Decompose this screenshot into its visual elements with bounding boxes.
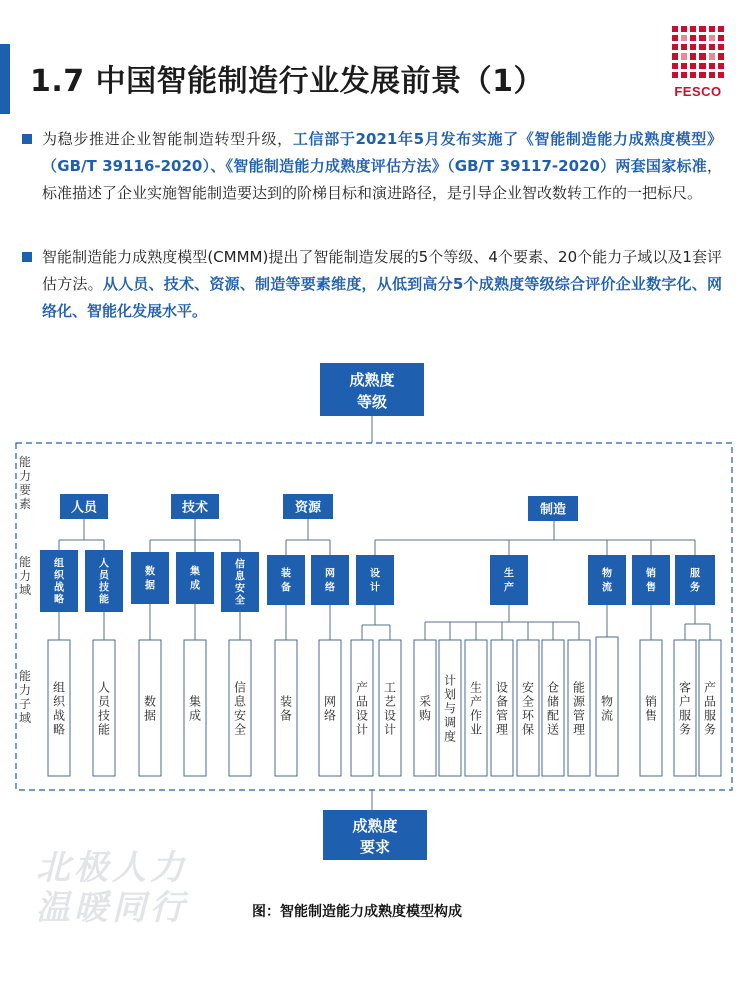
subdomain-label: 储	[546, 694, 560, 709]
logo-text: FESCO	[674, 84, 722, 99]
subdomain-label: 销	[644, 694, 658, 709]
subdomain-label: 计	[383, 722, 397, 737]
maturity-requirement-line-2: 要求	[359, 838, 391, 856]
subdomain-label: 生	[469, 680, 483, 695]
subdomain-label: 息	[233, 694, 247, 709]
domain-box	[675, 555, 715, 605]
side-label-subdomains: 子	[18, 697, 32, 711]
subdomain-label: 备	[495, 694, 509, 709]
subdomain-label: 能	[97, 722, 111, 737]
figure-caption: 图：智能制造能力成熟度模型构成	[252, 904, 462, 920]
domain-box	[40, 550, 78, 612]
subdomain-label: 安	[233, 708, 247, 723]
subdomain-box	[351, 640, 373, 776]
side-label-domains: 能	[18, 555, 32, 569]
paragraph-highlight: 工信部于2021年5月发布实施了《智能制造能力成熟度模型》（GB/T 39116-2020）、《智能制造能力成熟度评估方法》（GB/T 39117-2020）两套国家标准	[42, 130, 722, 175]
domain-box	[588, 555, 626, 605]
subdomain-box	[93, 640, 115, 776]
subdomain-label: 务	[678, 722, 692, 737]
subdomain-label: 理	[572, 722, 586, 737]
subdomain-label: 集	[188, 694, 202, 709]
domain-label: 略	[54, 594, 64, 606]
element-label: 资源	[294, 500, 322, 516]
paragraph-highlight: 从人员、技术、资源、制造等要素维度，从低到高分5个成熟度等级综合评价企业数字化、网络化、智能化发展水平。	[42, 275, 722, 320]
domain-label: 安	[235, 583, 245, 595]
domain-label: 产	[504, 582, 514, 594]
subdomain-label: 度	[443, 729, 457, 744]
subdomain-label: 装	[279, 694, 293, 709]
subdomain-label: 能	[572, 680, 586, 695]
paragraph-text: 智能制造能力成熟度模型(CMMM)提出了智能制造发展的5个等级、4个要素、20个能力子域以及1套评估方法。	[42, 248, 722, 293]
domain-label: 全	[235, 595, 245, 607]
subdomain-label: 购	[418, 708, 432, 723]
domain-label: 成	[190, 580, 200, 592]
side-label-elements: 要	[18, 483, 32, 497]
subdomain-box	[699, 640, 721, 776]
subdomain-label: 工	[383, 680, 397, 695]
subdomain-label: 络	[323, 708, 337, 723]
subdomain-box	[229, 640, 251, 776]
domain-label: 流	[602, 582, 612, 594]
element-box	[171, 494, 219, 519]
domain-label: 组	[54, 558, 64, 570]
subdomain-label: 战	[52, 708, 66, 723]
domain-label: 数	[145, 566, 155, 578]
subdomain-label: 产	[355, 680, 369, 695]
subdomain-label: 备	[279, 708, 293, 723]
subdomain-label: 物	[600, 694, 614, 709]
domain-label: 战	[54, 582, 64, 594]
subdomain-label: 与	[443, 701, 457, 716]
paragraph-text: 为稳步推进企业智能制造转型升级，	[42, 130, 293, 148]
subdomain-box	[439, 640, 461, 776]
domain-label: 计	[370, 582, 380, 594]
maturity-requirement-line-1: 成熟度	[352, 817, 398, 835]
subdomain-label: 仓	[546, 680, 560, 695]
side-label-elements: 力	[18, 469, 32, 483]
subdomain-box	[414, 640, 436, 776]
subdomain-label: 全	[521, 694, 535, 709]
subdomain-label: 设	[355, 708, 369, 723]
domain-label: 销	[646, 568, 656, 580]
subdomain-label: 略	[52, 722, 66, 737]
subdomain-label: 服	[678, 708, 692, 723]
subdomain-box	[542, 640, 564, 776]
subdomain-label: 计	[355, 722, 369, 737]
domain-box	[356, 555, 394, 605]
subdomain-box	[275, 640, 297, 776]
domain-box	[311, 555, 349, 605]
subdomain-label: 售	[644, 708, 658, 723]
subdomain-label: 艺	[383, 694, 397, 709]
domain-label: 络	[325, 582, 335, 594]
domain-label: 信	[235, 559, 245, 571]
subdomain-label: 作	[469, 708, 483, 723]
domain-label: 售	[646, 582, 656, 594]
subdomain-label: 源	[572, 694, 586, 709]
domain-label: 据	[145, 580, 155, 592]
subdomain-label: 设	[495, 680, 509, 695]
domain-label: 务	[690, 582, 700, 594]
maturity-level-line-1: 成熟度	[349, 371, 395, 389]
subdomain-label: 安	[521, 680, 535, 695]
subdomain-box	[319, 640, 341, 776]
subdomain-label: 人	[97, 680, 111, 695]
subdomain-box	[465, 640, 487, 776]
domain-label: 设	[370, 568, 380, 580]
subdomain-label: 户	[678, 694, 692, 709]
domain-label: 网	[325, 568, 335, 580]
subdomain-box	[596, 637, 618, 776]
subdomain-box	[379, 640, 401, 776]
subdomain-label: 理	[495, 722, 509, 737]
subdomain-label: 环	[521, 708, 535, 723]
subdomain-label: 技	[97, 708, 111, 723]
domain-box	[267, 555, 305, 605]
side-label-elements: 素	[18, 497, 32, 511]
element-label: 人员	[70, 500, 98, 516]
subdomain-box	[48, 640, 70, 776]
subdomain-box	[517, 640, 539, 776]
subdomain-label: 品	[703, 694, 717, 709]
subdomain-label: 员	[97, 694, 111, 709]
domain-label: 技	[99, 582, 109, 594]
subdomain-label: 计	[443, 673, 457, 688]
domain-label: 生	[504, 568, 514, 580]
subdomain-label: 流	[600, 708, 614, 723]
maturity-requirement-box	[323, 810, 427, 860]
subdomain-box	[491, 640, 513, 776]
side-label-domains: 力	[18, 569, 32, 583]
domain-label: 员	[99, 570, 109, 582]
watermark-line-2: 温暖同行	[36, 888, 188, 928]
subdomain-label: 设	[383, 708, 397, 723]
subdomain-label: 配	[546, 708, 560, 723]
domain-label: 集	[190, 566, 200, 578]
subdomain-label: 数	[143, 694, 157, 709]
subdomain-label: 采	[418, 694, 432, 709]
subdomain-label: 织	[52, 694, 66, 709]
side-label-domains: 域	[18, 583, 32, 597]
subdomain-label: 客	[678, 680, 692, 695]
domain-box	[221, 552, 259, 612]
watermark	[36, 848, 266, 928]
subdomain-box	[640, 640, 662, 776]
domain-label: 织	[54, 570, 64, 582]
side-label-elements: 能	[18, 455, 32, 469]
maturity-level-box	[320, 363, 424, 416]
element-label: 制造	[539, 502, 567, 518]
element-box	[283, 494, 333, 519]
domain-label: 息	[235, 571, 245, 583]
domain-label: 服	[690, 568, 700, 580]
domain-label: 人	[99, 558, 109, 570]
side-label-subdomains: 力	[18, 683, 32, 697]
element-box	[60, 494, 108, 519]
subdomain-label: 划	[443, 687, 457, 702]
domain-label: 备	[281, 582, 291, 594]
subdomain-label: 业	[469, 722, 483, 737]
subdomain-label: 产	[703, 680, 717, 695]
subdomain-label: 服	[703, 708, 717, 723]
subdomain-label: 品	[355, 694, 369, 709]
watermark-line-1: 北极人力	[36, 848, 188, 888]
domain-label: 能	[99, 594, 109, 606]
subdomain-label: 送	[546, 722, 560, 737]
subdomain-box	[184, 640, 206, 776]
subdomain-label: 网	[323, 694, 337, 709]
subdomain-label: 产	[469, 694, 483, 709]
subdomain-label: 调	[443, 715, 457, 730]
subdomain-label: 务	[703, 722, 717, 737]
page-title: 1.7 中国智能制造行业发展前景（1）	[30, 64, 544, 99]
subdomain-box	[139, 640, 161, 776]
side-label-subdomains: 能	[18, 669, 32, 683]
subdomain-label: 全	[233, 722, 247, 737]
maturity-level-line-2: 等级	[356, 393, 388, 411]
side-label-subdomains: 域	[18, 711, 32, 725]
domain-box	[176, 552, 214, 604]
subdomain-label: 成	[188, 708, 202, 723]
subdomain-box	[568, 640, 590, 776]
domain-box	[490, 555, 528, 605]
subdomain-label: 据	[143, 708, 157, 723]
element-box	[528, 496, 578, 521]
domain-box	[632, 555, 670, 605]
subdomain-label: 信	[233, 680, 247, 695]
domain-box	[85, 550, 123, 612]
paragraph-text: ，标准描述了企业实施智能制造要达到的阶梯目标和演进路径，是引导企业智改数转工作的一把标尺。	[42, 157, 722, 202]
domain-label: 物	[602, 568, 612, 580]
subdomain-box	[674, 640, 696, 776]
element-label: 技术	[181, 500, 209, 516]
subdomain-label: 管	[572, 708, 586, 723]
domain-label: 装	[281, 568, 291, 580]
subdomain-label: 保	[521, 722, 535, 737]
subdomain-label: 组	[52, 680, 66, 695]
subdomain-label: 管	[495, 708, 509, 723]
domain-box	[131, 552, 169, 604]
